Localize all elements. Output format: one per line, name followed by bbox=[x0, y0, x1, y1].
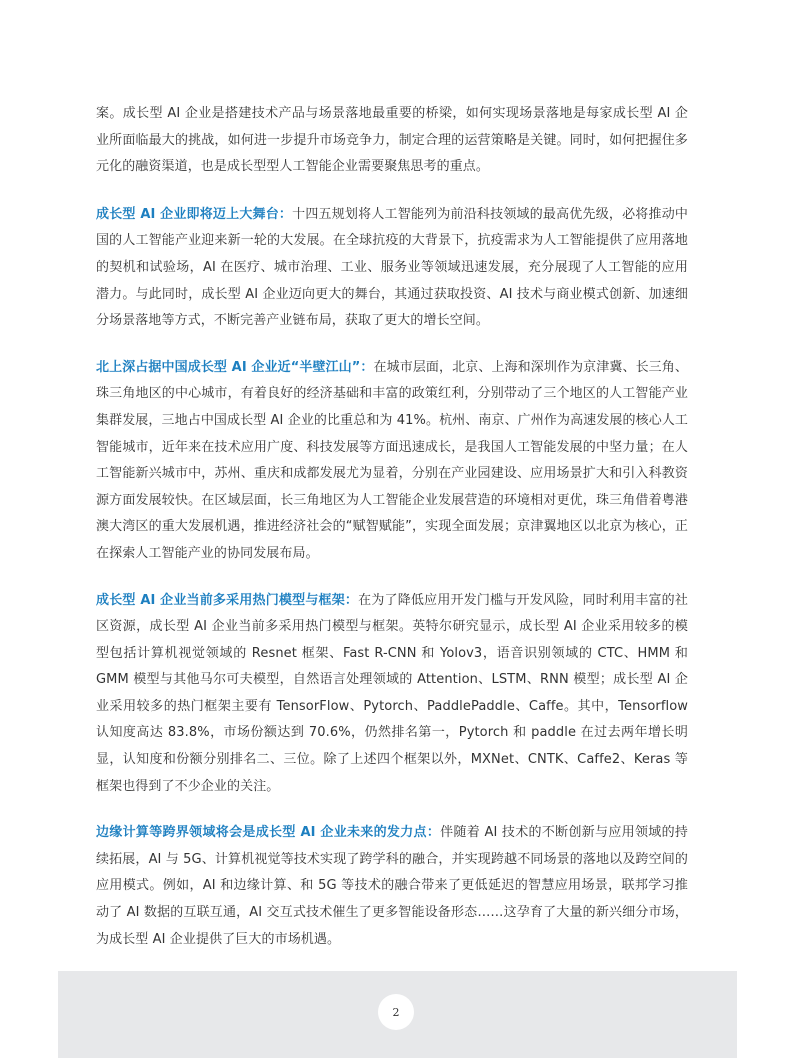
page-number bbox=[378, 994, 414, 1030]
paragraph-text: 在城市层面，北京、上海和深圳作为京津冀、长三角、珠三角地区的中心城市，有着良好的经济基础和丰富的政策红利，分别带动了三个地区的人工智能产业集群发展，三地占中国成长型 AI 企业的比重总和为 41%。杭州、南京、广州作为高速发展的核心人工智能城市，近年来在技术应用广度、科技发展等方面迅速成长，是我国人工智能发展的中坚力量；在人工智能新兴城市中，苏州、重庆和成都发展尤为显着，分别在产业园建设、应用场景扩大和引入科教资源方面发展较快。在区域层面，长三角地区为人工智能企业发展营造的环境相对更优，珠三角借着粤港澳大湾区的重大发展机遇，推进经济社会的“赋智赋能”，实现全面发展；京津翼地区以北京为核心，正在探索人工智能产业的协同发展布局。 bbox=[96, 359, 688, 561]
paragraph-stage bbox=[96, 202, 688, 335]
paragraph-intro bbox=[96, 101, 688, 181]
paragraph-heading: 成长型 AI 企业即将迈上大舞台： bbox=[96, 206, 293, 222]
paragraph-cities bbox=[96, 355, 688, 568]
paragraph-heading: 北上深占据中国成长型 AI 企业近“半壁江山”： bbox=[96, 359, 374, 375]
page-number-label: 2 bbox=[392, 1005, 400, 1019]
paragraph-text: 伴随着 AI 技术的不断创新与应用领域的持续拓展，AI 与 5G、计算机视觉等技术实现了跨学科的融合，并实现跨越不同场景的落地以及跨空间的应用模式。例如，AI 和边缘计算、和 5G 等技术的融合带来了更低延迟的智慧应用场景，联邦学习推动了 AI 数据的互联互通，AI 交互式技术催生了更多智能设备形态……这孕育了大量的新兴细分市场，为成长型 AI 企业提供了巨大的市场机遇。 bbox=[96, 825, 689, 947]
document-body bbox=[96, 101, 688, 973]
paragraph-text: 案。成长型 AI 企业是搭建技术产品与场景落地最重要的桥梁，如何实现场景落地是每家成长型 AI 企业所面临最大的挑战，如何进一步提升市场竞争力，制定合理的运营策略是关键。同时，如何把握住多元化的融资渠道，也是成长型型人工智能企业需要聚焦思考的重点。 bbox=[96, 106, 688, 175]
paragraph-edge-computing bbox=[96, 820, 688, 953]
paragraph-heading: 边缘计算等跨界领域将会是成长型 AI 企业未来的发力点： bbox=[96, 825, 441, 841]
paragraph-text: 在为了降低应用开发门槛与开发风险，同时利用丰富的社区资源，成长型 AI 企业当前多采用热门模型与框架。英特尔研究显示，成长型 AI 企业采用较多的模型包括计算机视觉领域的 Resnet 框架、Fast R-CNN 和 Yolov3，语音识别领域的 CTC、HMM 和 GMM 模型与其他马尔可夫模型，自然语言处理领域的 Attention、LSTM、RNN 模型；成长型 AI 企业采用较多的热门框架主要有 TensorFlow、Pytorch、PaddlePaddle、Caffe。其中，Tensorflow 认知度高达 83.8%，市场份额达到 70.6%，仍然排名第一，Pytorch 和 paddle 在过去两年增长明显，认知度和份额分别排名二、三位。除了上述四个框架以外，MXNet、CNTK、Caffe2、Keras 等框架也得到了不少企业的关注。 bbox=[96, 592, 688, 794]
paragraph-frameworks bbox=[96, 588, 688, 801]
paragraph-heading: 成长型 AI 企业当前多采用热门模型与框架： bbox=[96, 592, 359, 608]
paragraph-text: 十四五规划将人工智能列为前沿科技领域的最高优先级，必将推动中国的人工智能产业迎来新一轮的大发展。在全球抗疫的大背景下，抗疫需求为人工智能提供了应用落地的契机和试验场，AI 在医疗、城市治理、工业、服务业等领域迅速发展，充分展现了人工智能的应用潜力。与此同时，成长型 AI 企业迈向更大的舞台，其通过获取投资、AI 技术与商业模式创新、加速细分场景落地等方式，不断完善产业链布局，获取了更大的增长空间。 bbox=[96, 206, 688, 329]
